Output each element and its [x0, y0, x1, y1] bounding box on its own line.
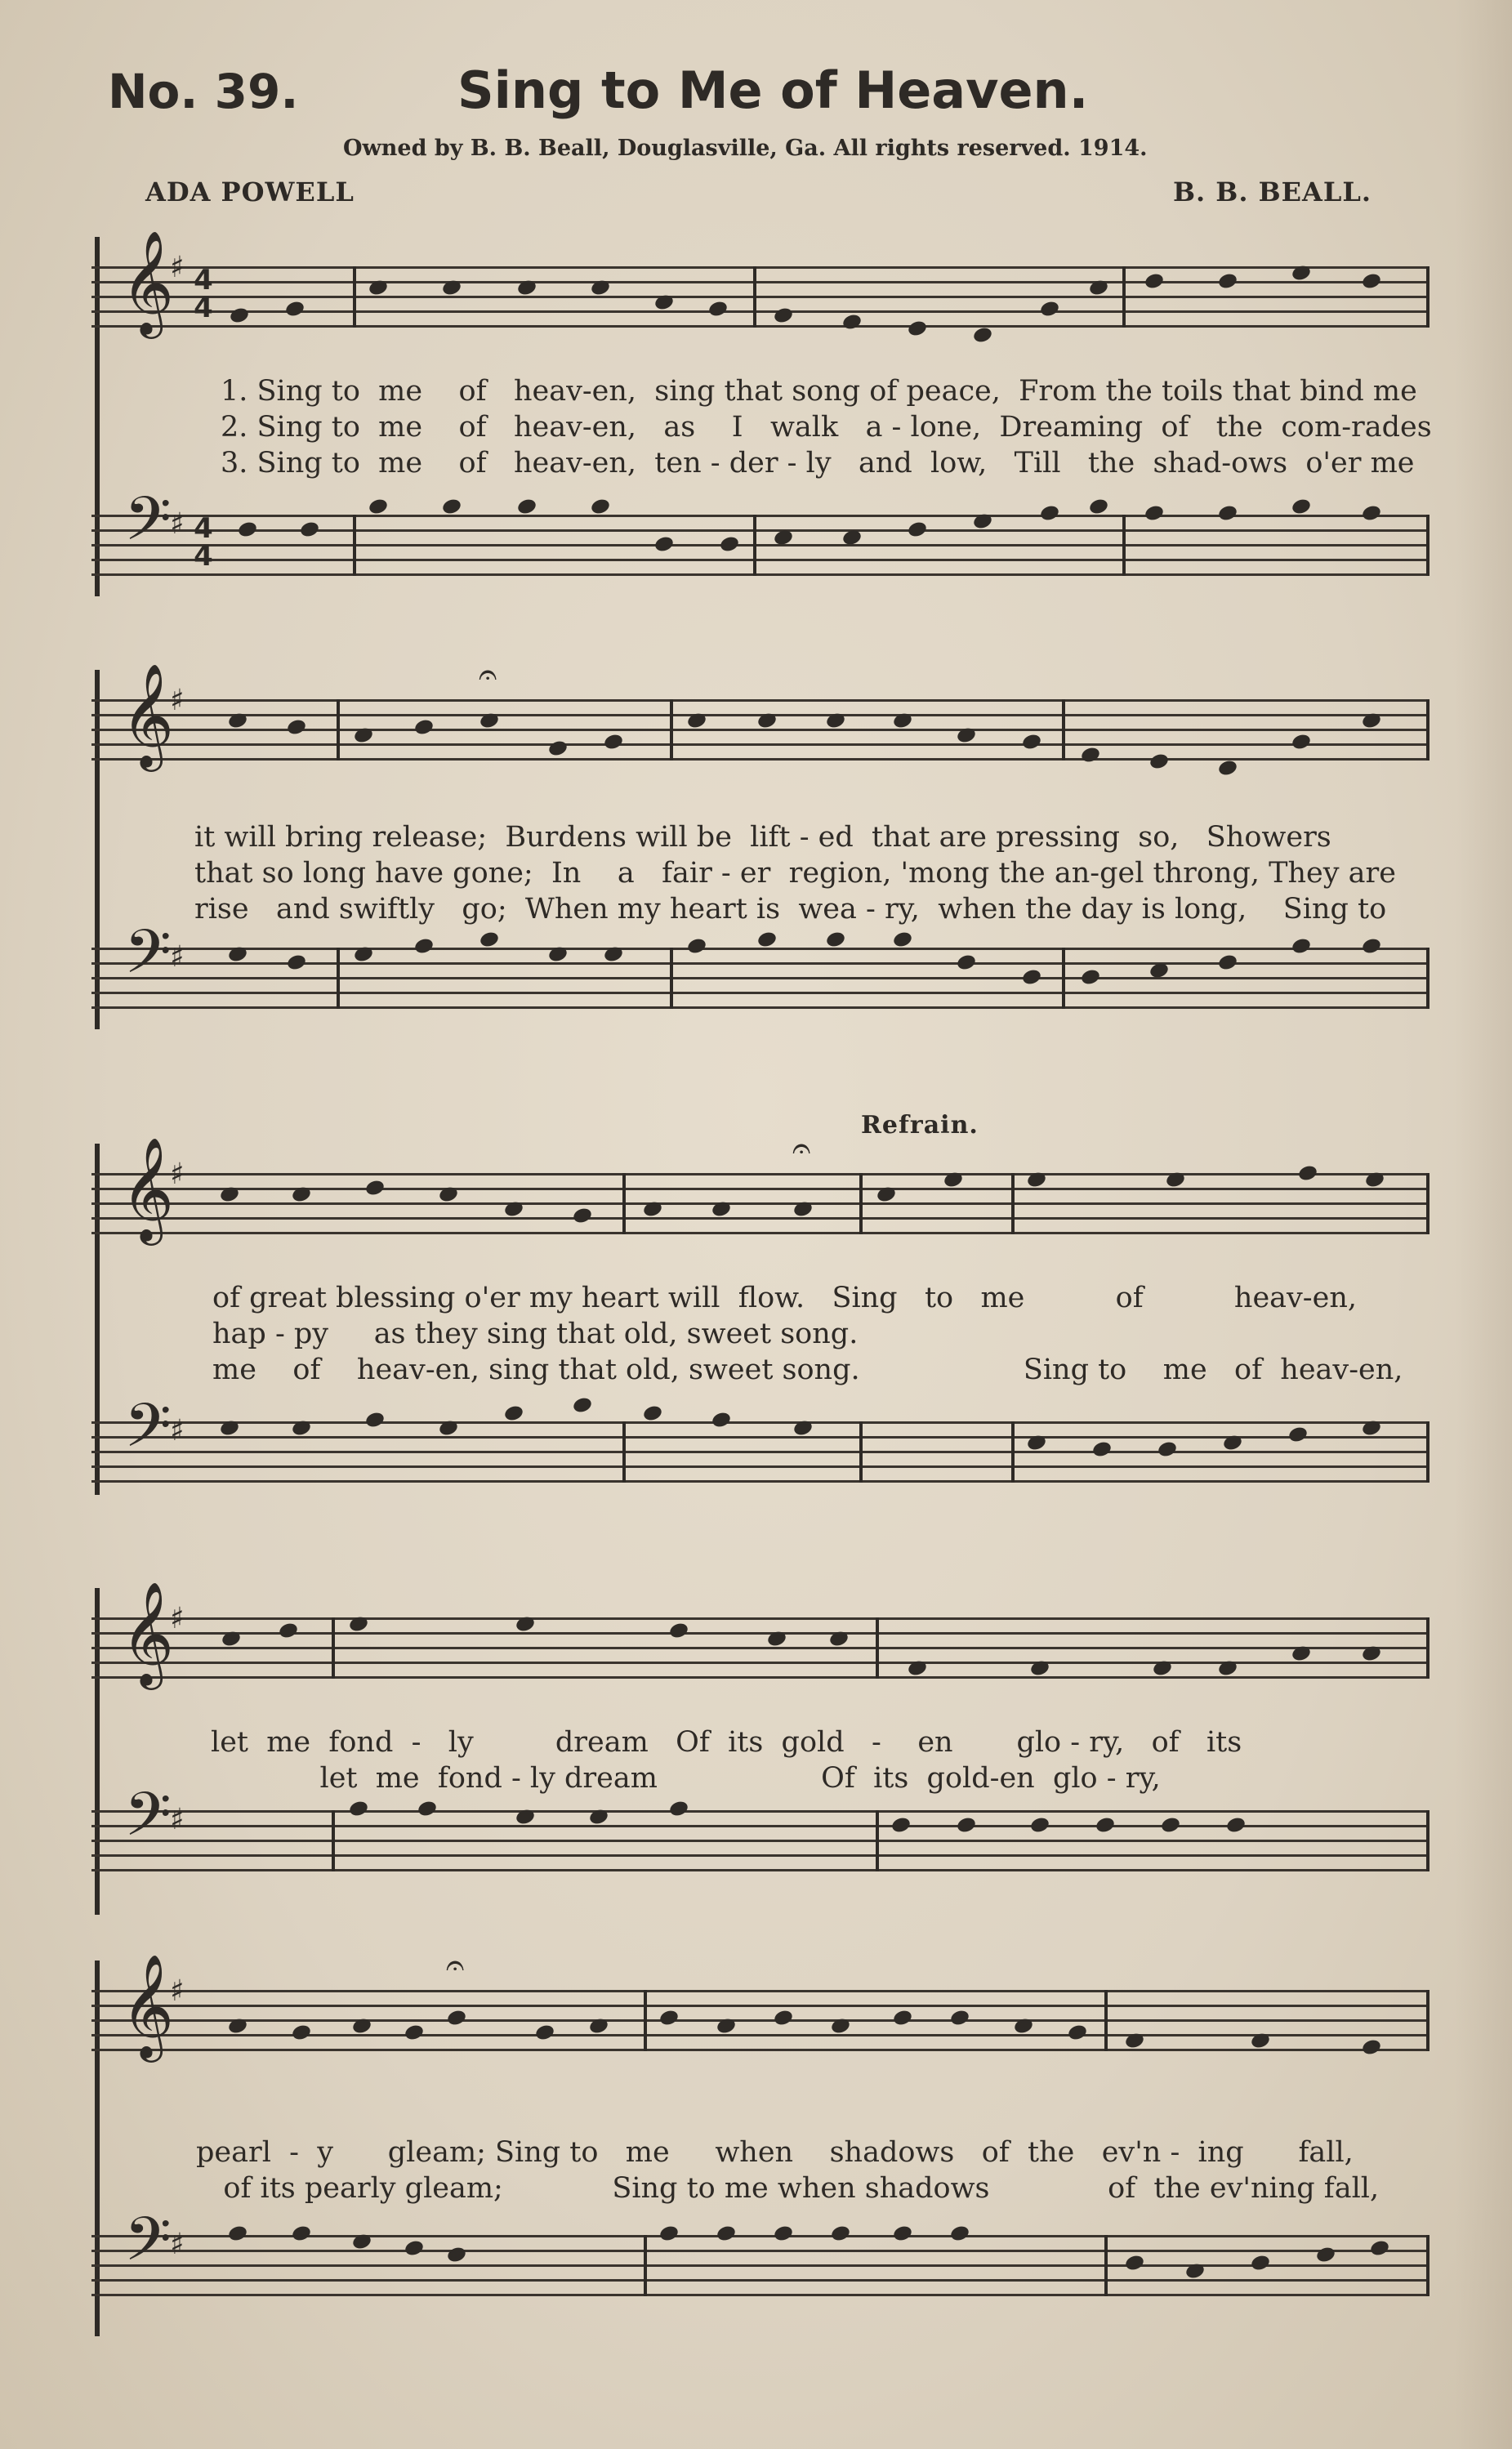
bass-clef-icon: 𝄢 — [124, 917, 172, 1002]
lyric-verse-1: it will bring release; Burdens will be lift - ed that are pressing so, Showers — [194, 821, 1331, 854]
note — [590, 497, 611, 516]
note — [516, 497, 537, 516]
note — [1088, 497, 1109, 516]
note — [756, 930, 778, 949]
bass-staff — [91, 2235, 1428, 2294]
sharp-icon: ♯ — [170, 1602, 185, 1635]
page-shadow — [1455, 0, 1512, 2449]
refrain-label: Refrain. — [861, 1111, 979, 1140]
time-signature: 4 4 — [194, 264, 213, 324]
note — [503, 1404, 524, 1423]
note — [825, 930, 846, 949]
bass-staff — [91, 1810, 1428, 1869]
fermata-icon: 𝄐 — [792, 1130, 811, 1167]
note — [892, 930, 913, 949]
lyric-verse-3: me of heav-en, sing that old, sweet song. Sing to me of heav-en, — [212, 1354, 1403, 1386]
bass-staff — [91, 512, 1428, 573]
lyric-verse-3: rise and swiftly go; When my heart is wea - ry, when the day is long, Sing to — [194, 893, 1387, 926]
music-system-4 — [91, 1581, 1428, 1915]
treble-clef-icon: 𝄞 — [121, 230, 175, 334]
note — [368, 497, 389, 516]
time-signature: 4 4 — [194, 512, 213, 573]
treble-staff — [91, 1990, 1428, 2049]
sharp-icon: ♯ — [170, 940, 185, 974]
hymn-title: Sing to Me of Heaven. — [457, 60, 1089, 120]
music-system-1 — [91, 230, 1432, 596]
fermata-icon: 𝄐 — [446, 1947, 465, 1984]
lyric-verse-1: of great blessing o'er my heart will flow. Sing to me of heav-en, — [212, 1282, 1358, 1314]
treble-clef-icon: 𝄞 — [121, 1953, 175, 2058]
sharp-icon: ♯ — [170, 1803, 185, 1836]
bass-clef-icon: 𝄢 — [124, 1390, 172, 1476]
music-system-5 — [91, 1947, 1428, 2336]
sharp-icon: ♯ — [170, 2228, 185, 2261]
treble-clef-icon: 𝄞 — [121, 1136, 175, 1241]
bass-clef-icon: 𝄢 — [124, 2204, 172, 2290]
lyric-verse-2: hap - py as they sing that old, sweet song. — [212, 1318, 859, 1350]
note — [1291, 497, 1312, 516]
fermata-icon: 𝄐 — [479, 656, 497, 694]
note — [572, 1396, 593, 1415]
sharp-icon: ♯ — [170, 1974, 185, 2008]
note — [642, 1404, 663, 1423]
sharp-icon: ♯ — [170, 1158, 185, 1191]
hymn-number: No. 39. — [108, 64, 299, 119]
sharp-icon: ♯ — [170, 251, 185, 284]
lyric-line-1: pearl - y gleam; Sing to me when shadows of the ev'n - ing fall, — [196, 2136, 1354, 2169]
lyric-verse-3: 3. Sing to me of heav-en, ten - der - ly and low, Till the shad-ows o'er me — [221, 447, 1415, 480]
note — [441, 497, 462, 516]
note — [972, 326, 993, 345]
lyric-line-2: let me fond - ly dream Of its gold-en glo - ry, — [211, 1762, 1161, 1795]
treble-staff — [91, 1173, 1428, 1232]
lyric-verse-2: 2. Sing to me of heav-en, as I walk a - lone, Dreaming of the com-rades — [221, 411, 1432, 444]
music-system-2 — [91, 656, 1428, 1029]
treble-clef-icon: 𝄞 — [121, 662, 175, 767]
bass-clef-icon: 𝄢 — [124, 1779, 172, 1865]
lyric-line-1: let me fond - ly dream Of its gold - en glo - ry, of its — [211, 1726, 1242, 1759]
sharp-icon: ♯ — [170, 684, 185, 717]
sharp-icon: ♯ — [170, 507, 185, 541]
note — [479, 930, 500, 949]
lyric-verse-1: 1. Sing to me of heav-en, sing that song of peace, From the toils that bind me — [221, 375, 1417, 408]
lyric-verse-2: that so long have gone; In a fair - er region, 'mong the an-gel throng, They are — [194, 857, 1396, 890]
note — [1217, 759, 1238, 778]
lyric-line-2: of its pearly gleam; Sing to me when shadows of the ev'ning fall, — [196, 2172, 1380, 2205]
sharp-icon: ♯ — [170, 1414, 185, 1448]
treble-clef-icon: 𝄞 — [121, 1581, 175, 1685]
bass-clef-icon: 𝄢 — [124, 484, 172, 569]
music-system-3 — [91, 1111, 1428, 1519]
lyricist: ADA POWELL — [145, 176, 355, 207]
composer: B. B. BEALL. — [1172, 176, 1372, 207]
copyright-line: Owned by B. B. Beall, Douglasville, Ga. All rights reserved. 1914. — [343, 136, 1148, 161]
